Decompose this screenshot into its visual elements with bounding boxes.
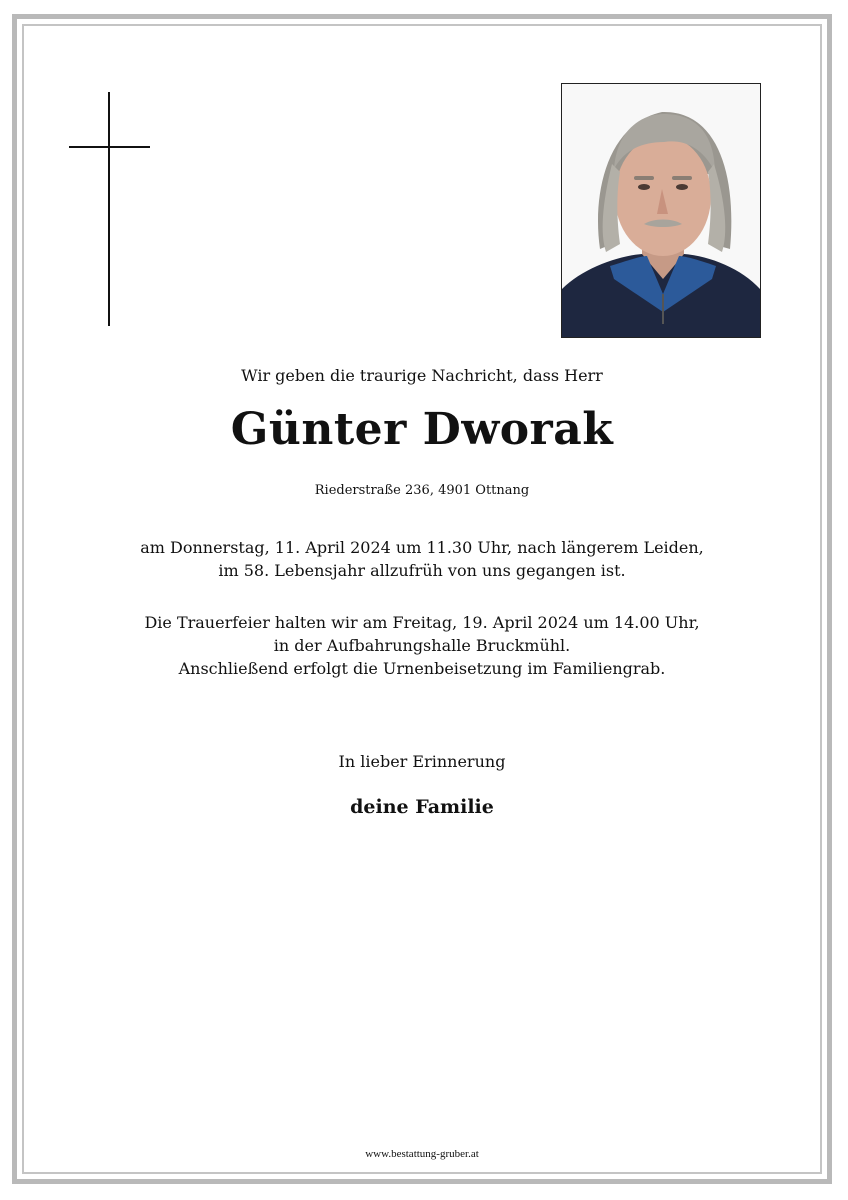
deceased-name: Günter Dworak xyxy=(230,404,614,455)
intro-text: Wir geben die traurige Nachricht, dass Herr xyxy=(241,366,603,385)
death-line-1: am Donnerstag, 11. April 2024 um 11.30 Uhr, nach längerem Leiden, xyxy=(140,538,704,557)
funeral-details xyxy=(22,611,822,680)
website-footer: www.bestattung-gruber.at xyxy=(365,1148,479,1160)
funeral-line-1: Die Trauerfeier halten wir am Freitag, 19. April 2024 um 14.00 Uhr, xyxy=(144,613,700,632)
funeral-line-2: in der Aufbahrungshalle Bruckmühl. xyxy=(273,636,571,655)
death-line-2: im 58. Lebensjahr allzufrüh von uns gegangen ist. xyxy=(218,561,626,580)
portrait-photo xyxy=(561,83,761,338)
death-announcement xyxy=(22,536,822,582)
address: Riederstraße 236, 4901 Ottnang xyxy=(314,483,530,498)
memory-text: In lieber Erinnerung xyxy=(338,752,506,771)
cross-horizontal-bar xyxy=(69,146,150,148)
funeral-line-3: Anschließend erfolgt die Urnenbeisetzung im Familiengrab. xyxy=(178,659,666,678)
family-signature: deine Familie xyxy=(350,796,494,818)
cross-vertical-bar xyxy=(108,92,110,326)
portrait-illustration xyxy=(562,84,760,337)
